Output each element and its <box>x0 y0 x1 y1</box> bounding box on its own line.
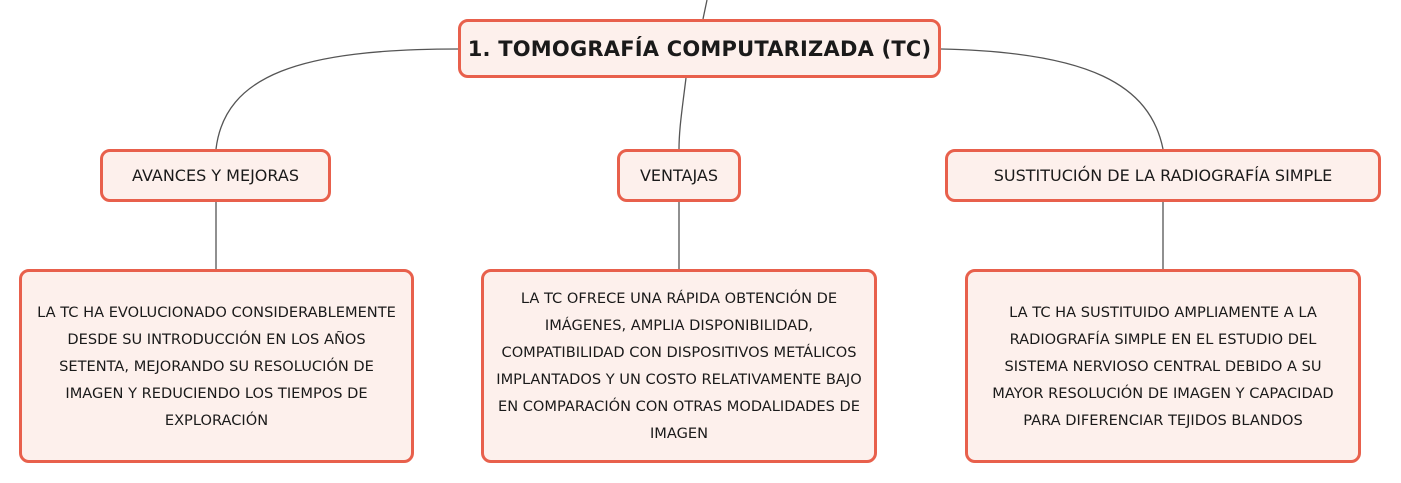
subtopic-ventajas[interactable] <box>617 149 741 202</box>
detail-text: LA TC HA EVOLUCIONADO CONSIDERABLEMENTE DESDE SU INTRODUCCIÓN EN LOS AÑOS SETENTA, MEJORANDO SU RESOLUCIÓN DE IMAGEN Y REDUCIENDO LOS TIEMPOS DE EXPLORACIÓN <box>37 303 396 429</box>
subtopic-label: VENTAJAS <box>639 166 719 185</box>
root-topic[interactable] <box>458 19 941 78</box>
root-topic-label: 1. TOMOGRAFÍA COMPUTARIZADA (TC) <box>467 36 932 61</box>
connector-parent-to-root <box>703 0 707 19</box>
connector-root-to-sustitucion <box>941 49 1163 149</box>
subtopic-label: SUSTITUCIÓN DE LA RADIOGRAFÍA SIMPLE <box>993 166 1333 185</box>
detail-sustitucion-radiografia[interactable] <box>965 269 1361 463</box>
subtopic-avances-y-mejoras[interactable] <box>100 149 331 202</box>
detail-avances-y-mejoras[interactable] <box>19 269 414 463</box>
detail-ventajas[interactable] <box>481 269 877 463</box>
detail-text: LA TC HA SUSTITUIDO AMPLIAMENTE A LA RADIOGRAFÍA SIMPLE EN EL ESTUDIO DEL SISTEMA NERVIOSO CENTRAL DEBIDO A SU MAYOR RESOLUCIÓN DE IMAGEN Y CAPACIDAD PARA DIFERENCIAR TEJIDOS BLANDOS <box>992 303 1334 429</box>
subtopic-sustitucion-radiografia[interactable] <box>945 149 1381 202</box>
connector-root-to-avances <box>216 49 458 149</box>
connector-root-to-ventajas <box>679 78 686 149</box>
detail-text: LA TC OFRECE UNA RÁPIDA OBTENCIÓN DE IMÁGENES, AMPLIA DISPONIBILIDAD, COMPATIBILIDAD CON DISPOSITIVOS METÁLICOS IMPLANTADOS Y UN COSTO RELATIVAMENTE BAJO EN COMPARACIÓN CON OTRAS MODALIDADES DE IMAGEN <box>496 290 862 442</box>
subtopic-label: AVANCES Y MEJORAS <box>132 166 299 185</box>
